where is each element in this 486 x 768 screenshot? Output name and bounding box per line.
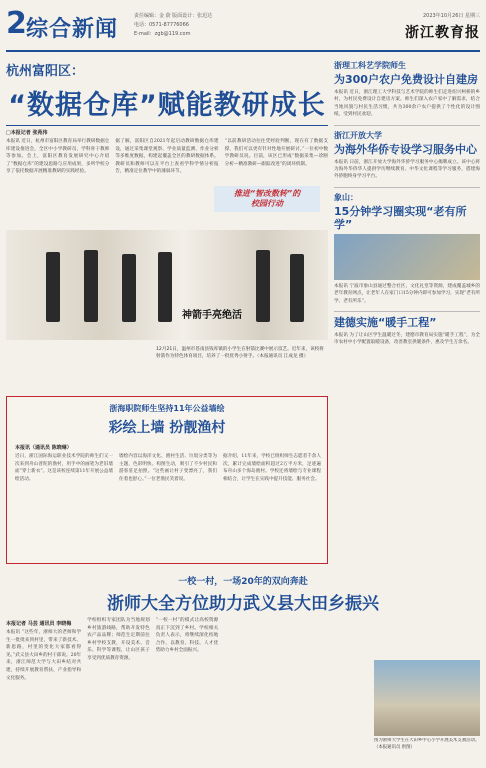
page-number: 2 xyxy=(6,6,27,41)
archer-figure xyxy=(158,252,172,322)
right-story-headline: 为300户农户免费设计自建房 xyxy=(334,73,478,86)
lead-paragraph: “以前教研活动往往凭经验判断，现在有了数据支撑，我们可以更有针对性地开展研讨。”一位初中数学教研员说。目前，该区已形成“数据采集—诊断分析—精准教研—跟踪改进”的闭环机制。 xyxy=(224,139,328,167)
section2-paragraph: 本报讯 “这些年，浙师大的老师和学生一批批来到村里，带来了新技术、新思路，村里的变化大家都看得见。”武义县大田乡的村干部说。20年来，浙江师范大学与大田乡结对共建，持续开展教育帮扶、产业指导和文化服务。 xyxy=(6,630,82,681)
section2-byline: 本报记者 马芸 通讯员 李晓梅 xyxy=(6,621,72,627)
archery-photo xyxy=(6,230,328,340)
section-title: 综合新闻 xyxy=(26,17,119,42)
lead-paragraph: 本报讯 近日，杭州市富阳区教育局举行教研数据仓库建设推进会，全区中小学教研员、学科骨干教师等参加。会上，富阳区教育发展研究中心介绍了“数据仓库”的建设思路与应用成果，多所学校分享了依托数据开展精准教研的实践经验。 xyxy=(6,139,110,175)
right-column xyxy=(334,56,480,353)
right-story-photo xyxy=(334,234,480,280)
archer-figure xyxy=(84,250,98,322)
section2-headline: 浙师大全方位助力武义县大田乡振兴 xyxy=(107,594,379,614)
right-story-headline: 建德实施“暖手工程” xyxy=(334,316,437,330)
lead-paragraph: 据了解，富阳区自2021年起启动教研数据仓库建设，通过采集课堂观察、学业质量监测、作业分析等多维度数据，构建起覆盖全区的教研数据体系。教研员和教师可以在平台上查看学科学情分析报告，精准定位教学中的薄弱环节。 xyxy=(115,139,219,175)
feature-paragraph: 近日，浙江国际海运职业技术学院的师生们又一次来到舟山普陀的渔村，用手中的画笔为老旧墙面“穿上新衣”。这是该校连续第11年开展公益墙绘活动。 xyxy=(15,454,113,482)
lead-headline: “数据仓库”赋能教研成长 xyxy=(8,90,326,121)
divider xyxy=(6,125,328,126)
support-teaching-photo xyxy=(374,660,480,736)
right-story-body: 本报讯 日前，浙江开放大学海外华侨学习服务中心揭牌成立。该中心将为海外华侨华人提供学历继续教育、中华文化课程等学习服务，搭建海外侨胞终身学习平台。 xyxy=(334,159,480,180)
right-story xyxy=(334,60,480,119)
section2-kicker: 一校一村，一场20年的双向奔赴 xyxy=(178,577,308,587)
section2-paragraph: “一校一村”的模式让高校资源真正下沉到了乡村。学校相关负责人表示，将继续深化校地合作，以教育、科技、人才优势助力乡村全面振兴。 xyxy=(155,618,219,654)
lead-kicker: 杭州富阳区： xyxy=(6,64,85,79)
bottom-photo-caption: 图为浙师大学生在大田乡中心小学开展美术支教活动。（本报通讯员 供图） xyxy=(374,738,480,750)
right-story-kicker: 象山： xyxy=(334,192,358,202)
masthead xyxy=(6,6,480,52)
right-story-kicker: 浙江开放大学 xyxy=(334,130,382,140)
photo-title: 神箭手亮绝活 xyxy=(182,310,242,321)
lead-story xyxy=(6,56,328,176)
feature-paragraph: 据介绍，11年来，学校已组织师生志愿者千余人次，累计完成墙绘面积超过2万平方米，足迹遍布舟山多个海岛渔村。学校还将墙绘与专业课程相结合，让学生在实践中提升技能、服务社会。 xyxy=(223,454,321,482)
section2-paragraph: 学校组织专家团队为当地规划乡村旅游线路，帮助开发特色农产品品牌；师范生定期前往乡村学校支教，开设美术、音乐、科学等课程，让山区孩子享受到优质教育资源。 xyxy=(87,618,150,661)
feature-paragraph: 墙绘内容以海洋文化、渔村生活、垃圾分类等为主题，色彩明快、构图生动，吸引了不少村民和游客驻足拍照。“这些画让村子变漂亮了，我们住着也舒心。”一位老渔民笑着说。 xyxy=(119,454,217,482)
right-story-body: 本报讯 近日，浙江理工大学科技与艺术学院的师生们走进绍兴柯桥的乡村，为村民免费设计自建房方案。师生们深入农户家中了解需求，结合当地风貌与村民生活习惯，共为300余户农户提供了个性化的设计图纸，受到村民欢迎。 xyxy=(334,90,480,118)
right-story-kicker: 浙理工科艺学院师生 xyxy=(334,61,406,70)
divider xyxy=(334,125,480,126)
lead-byline: □本报记者 张苑伟 xyxy=(6,130,48,136)
right-story xyxy=(334,316,480,347)
right-story xyxy=(334,192,480,305)
issue-date: 2023年10月26日 星期三 xyxy=(422,13,480,19)
feature-story xyxy=(6,396,328,564)
right-story-headline: 15分钟学习圈实现“老有所学” xyxy=(334,204,467,231)
paper-logo: 浙江教育报 xyxy=(405,25,480,41)
divider xyxy=(334,187,480,188)
photo-caption: 12月21日，温州市苍南县钱库镇的小学生在射箭比赛中展示技艺。近年来，该校将射箭作为特色体育项目，培养了一批优秀小射手。（本报通讯员 江成龙 摄） xyxy=(156,347,324,359)
masthead-meta: 责任编辑：金 蔚 版面设计：张迅达 电话：0571-87776066 E-mail：zgb@119.com xyxy=(134,13,213,37)
right-story-body: 本报讯 宁波市象山县通过整合社区、文化礼堂等资源，建成覆盖城乡的老年教育网点，让老年人在家门口15分钟内即可参加学习，实现“老有所学、老有所乐”。 xyxy=(334,283,481,304)
pull-quote: 推进“智改数转”的 校园行动 xyxy=(233,189,301,208)
divider xyxy=(334,311,480,312)
archer-figure xyxy=(46,252,60,322)
right-story-body: 本报讯 为了让山区学生温暖过冬，建德市教育局实施“暖手工程”，为全市农村中小学配置取暖设备，改善教室供暖条件，惠及学生万余名。 xyxy=(334,333,480,346)
pull-quote-box xyxy=(214,186,320,212)
archer-figure xyxy=(122,254,136,322)
right-story-headline: 为海外华侨专设学习服务中心 xyxy=(334,142,477,156)
feature-kicker: 浙海职院师生坚持11年公益墙绘 xyxy=(109,404,225,413)
section2-body xyxy=(6,617,368,682)
lead-body xyxy=(6,138,328,176)
feature-headline: 彩绘上墙 扮靓渔村 xyxy=(108,420,226,436)
archer-figure xyxy=(256,250,270,322)
archer-figure xyxy=(290,254,304,322)
feature-body xyxy=(15,453,321,483)
feature-byline: 本报讯（通讯员 陈晓琳） xyxy=(15,445,72,451)
right-story xyxy=(334,130,480,181)
